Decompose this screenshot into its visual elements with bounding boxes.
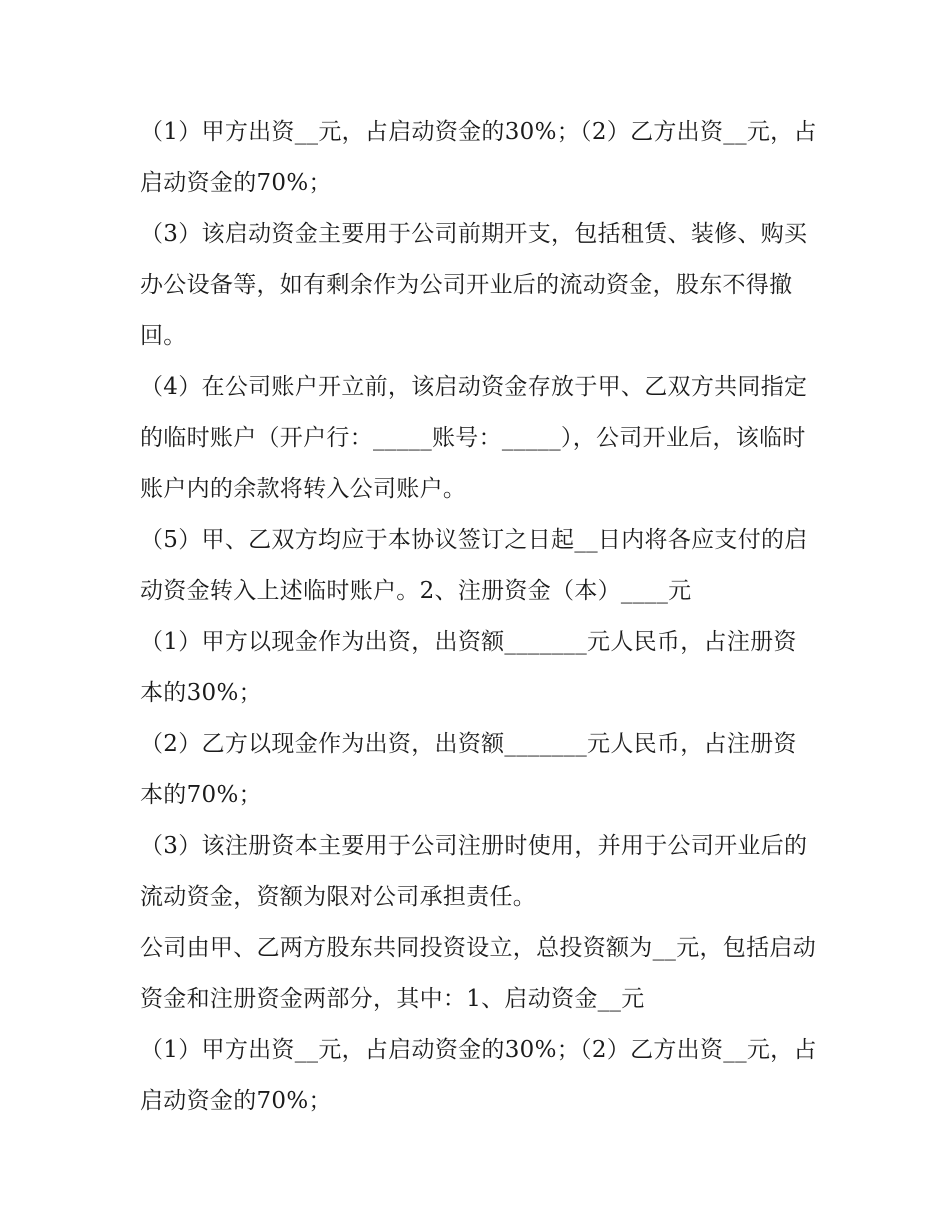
paragraph-4: （5）甲、乙双方均应于本协议签订之日起__日内将各应支付的启动资金转入上述临时账户。2、注册资金（本）____元 (140, 527, 808, 604)
paragraph-5: （1）甲方以现金作为出资，出资额_______元人民币，占注册资本的30%； (140, 629, 797, 706)
paragraph-3: （4）在公司账户开立前，该启动资金存放于甲、乙双方共同指定的临时账户（开户行：_____账号：_____），公司开业后，该临时账户内的余款将转入公司账户。 (140, 374, 808, 502)
paragraph-9: （1）甲方出资__元，占启动资金的30%；（2）乙方出资__元，占启动资金的70%； (140, 1037, 817, 1114)
paragraph-6: （2）乙方以现金作为出资，出资额_______元人民币，占注册资本的70%； (140, 731, 797, 808)
paragraph-8: 公司由甲、乙两方股东共同投资设立，总投资额为__元，包括启动资金和注册资金两部分，其中：1、启动资金__元 (140, 935, 816, 1012)
paragraph-7: （3）该注册资本主要用于公司注册时使用，并用于公司开业后的流动资金，资额为限对公司承担责任。 (140, 833, 808, 910)
document-body (140, 107, 820, 1127)
paragraph-2: （3）该启动资金主要用于公司前期开支，包括租赁、装修、购买办公设备等，如有剩余作为公司开业后的流动资金，股东不得撤回。 (140, 221, 808, 349)
paragraph-1: （1）甲方出资__元，占启动资金的30%；（2）乙方出资__元，占启动资金的70%； (140, 119, 817, 196)
